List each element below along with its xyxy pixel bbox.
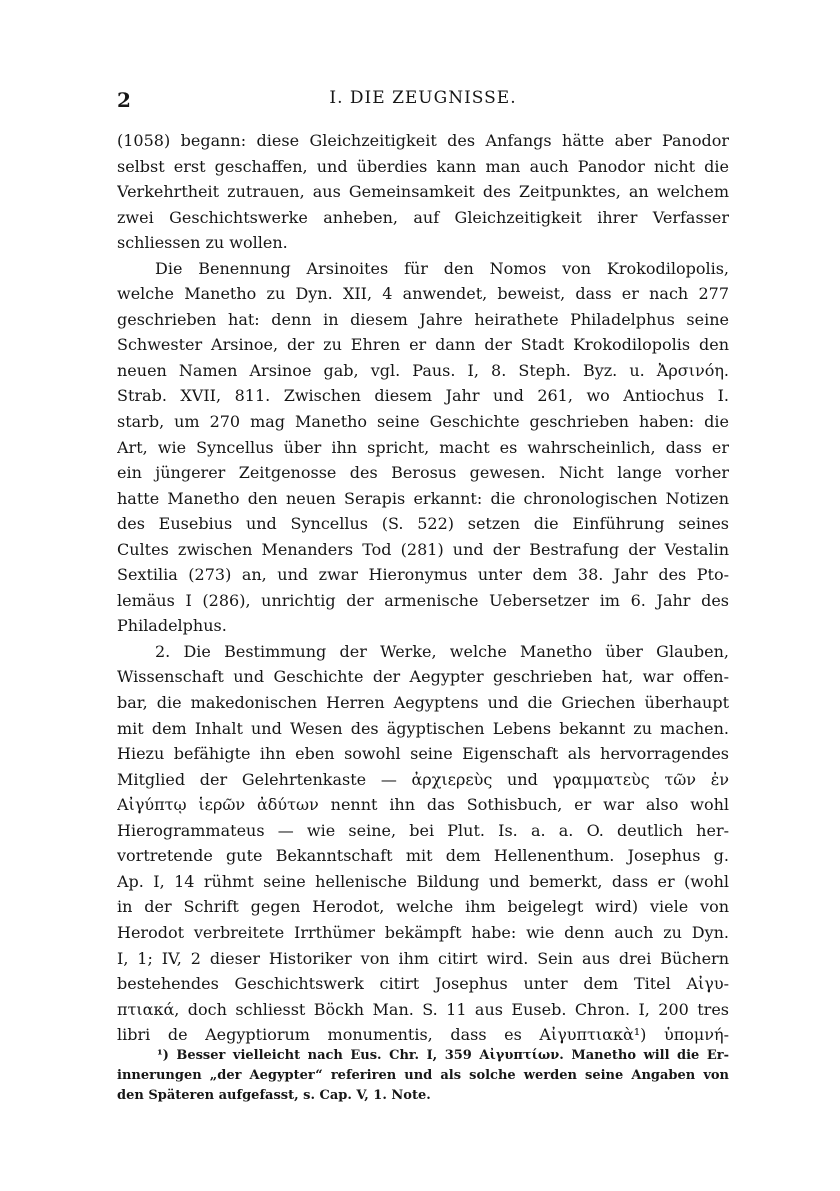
body-line: geschrieben hat: denn in diesem Jahre heirathete Philadelphus seine — [117, 309, 729, 329]
body-line: Αἰγύπτῳ ἱερῶν ἀδύτων nennt ihn das Sothisbuch, er war also wohl — [117, 795, 729, 815]
body-line: bar, die makedonischen Herren Aegyptens und die Griechen überhaupt — [117, 693, 729, 713]
body-line: schliessen zu wollen. — [117, 233, 288, 253]
body-line: Ap. I, 14 rühmt seine hellenische Bildung und bemerkt, dass er (wohl — [117, 871, 729, 891]
footnote-line: innerungen „der Aegypter“ referiren und als solche werden seine Angaben von — [117, 1068, 729, 1083]
body-line: Schwester Arsinoe, der zu Ehren er dann der Stadt Krokodilopolis den — [117, 335, 729, 355]
footnote-line: den Späteren aufgefasst, s. Cap. V, 1. Note. — [117, 1088, 431, 1103]
body-line: Philadelphus. — [117, 616, 227, 636]
body-line: Cultes zwischen Menanders Tod (281) und der Bestrafung der Vestalin — [117, 539, 729, 559]
body-line: mit dem Inhalt und Wesen des ägyptischen Lebens bekannt zu machen. — [117, 718, 729, 738]
body-line: Hiezu befähigte ihn eben sowohl seine Eigenschaft als hervorragendes — [117, 744, 729, 764]
body-line: I, 1; IV, 2 dieser Historiker von ihm citirt wird. Sein aus drei Büchern — [117, 948, 729, 968]
body-line: Verkehrtheit zutrauen, aus Gemeinsamkeit des Zeitpunktes, an welchem — [117, 182, 729, 202]
body-line: libri de Aegyptiorum monumentis, dass es Αἰγυπτιακὰ¹) ὑπομνή- — [117, 1025, 729, 1045]
body-line: hatte Manetho den neuen Serapis erkannt: die chronologischen Notizen — [117, 488, 729, 508]
page-number: 2 — [117, 88, 131, 112]
body-text — [117, 128, 729, 1048]
page-header — [117, 88, 729, 114]
body-line: neuen Namen Arsinoe gab, vgl. Paus. I, 8. Steph. Byz. u. Ἀρσινόη. — [117, 360, 729, 380]
body-line: in der Schrift gegen Herodot, welche ihm beigelegt wird) viele von — [117, 897, 729, 917]
body-line: zwei Geschichtswerke anheben, auf Gleichzeitigkeit ihrer Verfasser — [117, 207, 729, 227]
body-line: Hierogrammateus — wie seine, bei Plut. Is. a. a. O. deutlich her- — [117, 820, 729, 840]
footnotes — [117, 1046, 729, 1106]
body-line: Strab. XVII, 811. Zwischen diesem Jahr und 261, wo Antiochus I. — [117, 386, 729, 406]
running-title: I. DIE ZEUGNISSE. — [329, 88, 517, 108]
body-line: (1058) begann: diese Gleichzeitigkeit des Anfangs hätte aber Panodor — [117, 131, 729, 150]
body-line: selbst erst geschaffen, und überdies kann man auch Panodor nicht die — [117, 156, 729, 176]
body-line: des Eusebius und Syncellus (S. 522) setzen die Einführung seines — [117, 514, 729, 534]
body-line: starb, um 270 mag Manetho seine Geschichte geschrieben haben: die — [117, 412, 729, 432]
body-line: ein jüngerer Zeitgenosse des Berosus gewesen. Nicht lange vorher — [117, 463, 729, 483]
body-line: Herodot verbreitete Irrthümer bekämpft habe: wie denn auch zu Dyn. — [117, 922, 729, 942]
body-line: vortretende gute Bekanntschaft mit dem Hellenenthum. Josephus g. — [117, 846, 729, 866]
body-line: Wissenschaft und Geschichte der Aegypter geschrieben hat, war offen- — [117, 667, 729, 687]
body-line: lemäus I (286), unrichtig der armenische Uebersetzer im 6. Jahr des — [117, 590, 729, 610]
body-line: welche Manetho zu Dyn. XII, 4 anwendet, beweist, dass er nach 277 — [117, 284, 729, 304]
body-line: Mitglied der Gelehrtenkaste — ἀρχιερεὺς und γραμματεὺς τῶν ἐν — [117, 769, 729, 789]
body-line: Die Benennung Arsinoites für den Nomos von Krokodilopolis, — [155, 258, 729, 278]
body-line: bestehendes Geschichtswerk citirt Josephus unter dem Titel Αἰγυ- — [117, 974, 729, 994]
body-line: Art, wie Syncellus über ihn spricht, macht es wahrscheinlich, dass er — [117, 437, 729, 457]
body-line: Sextilia (273) an, und zwar Hieronymus unter dem 38. Jahr des Pto- — [117, 565, 729, 585]
footnote-line: ¹) Besser vielleicht nach Eus. Chr. I, 359 Αἰγυπτίων. Manetho will die Er- — [157, 1048, 729, 1063]
body-line: 2. Die Bestimmung der Werke, welche Manetho über Glauben, — [155, 641, 729, 661]
body-line: πτιακά, doch schliesst Böckh Man. S. 11 aus Euseb. Chron. I, 200 tres — [117, 999, 729, 1019]
